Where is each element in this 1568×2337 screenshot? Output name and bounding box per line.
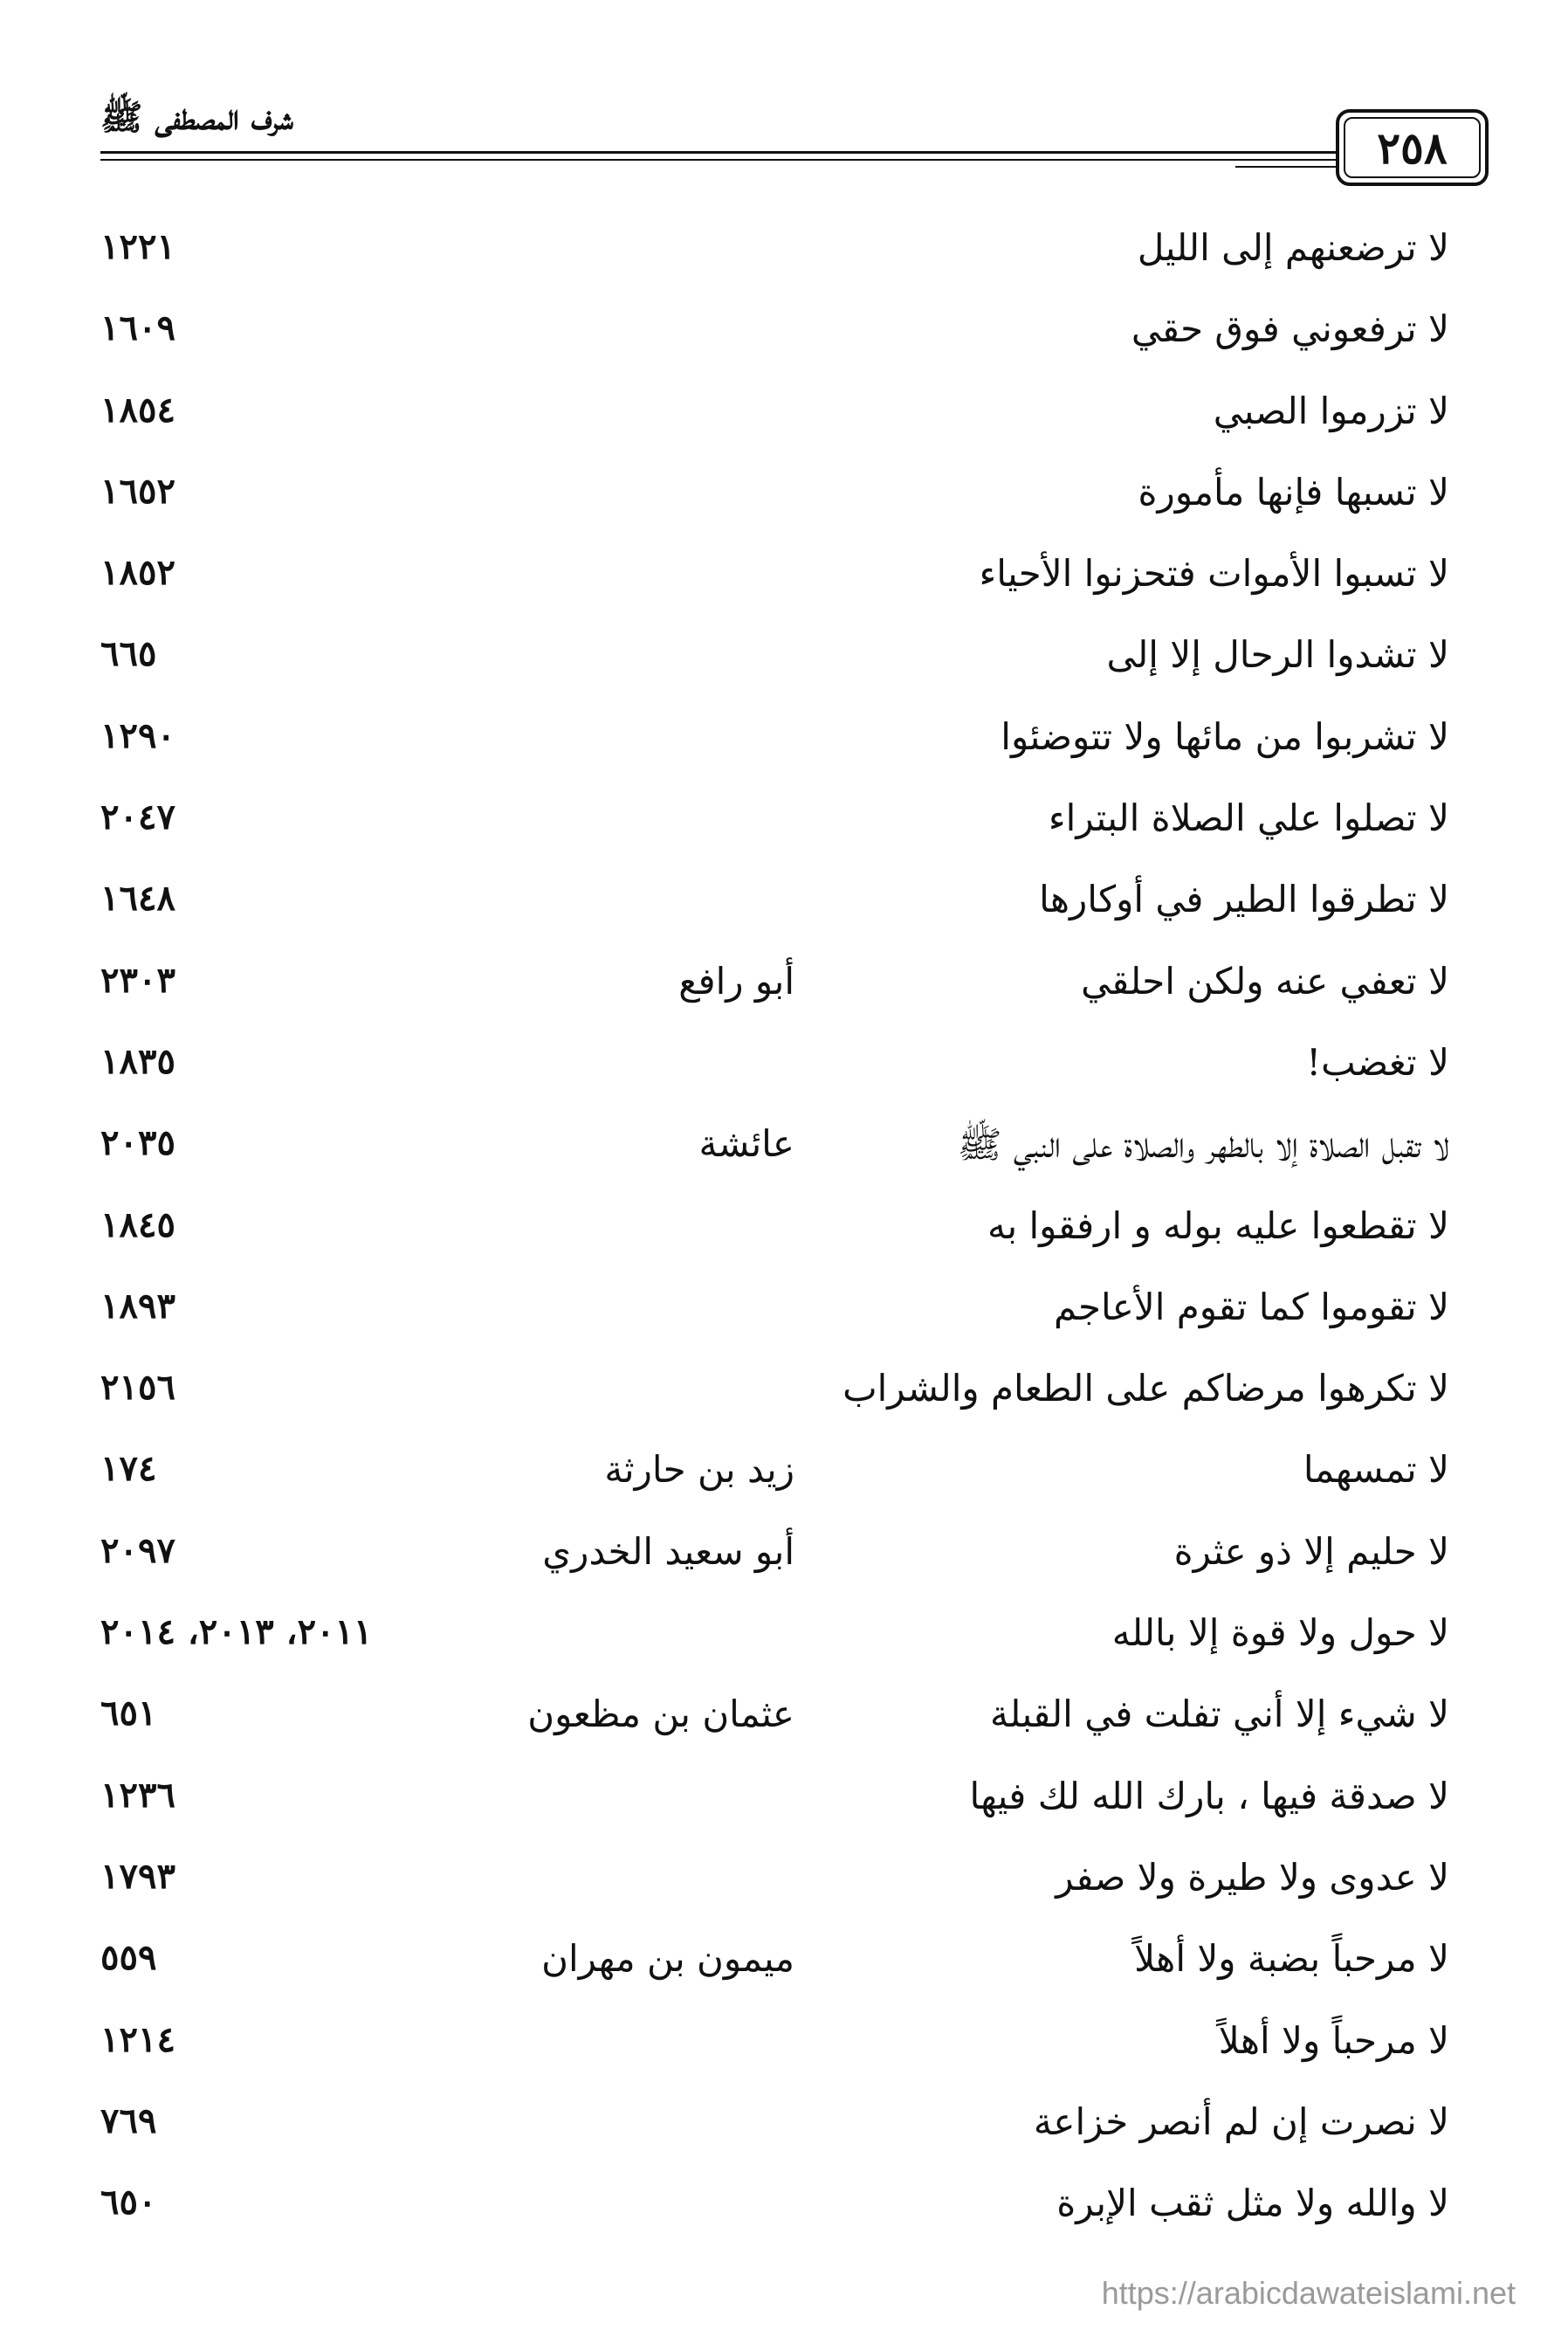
index-row [100, 1273, 1449, 1355]
index-row [100, 540, 1449, 621]
hadith-text: لا تزرموا الصبي [1213, 389, 1449, 432]
hadith-text: لا تمسهما [1303, 1448, 1449, 1492]
narrator-name: زيد بن حارثة [604, 1448, 794, 1492]
reference-number: ٦٥٠ [100, 2182, 157, 2223]
narrator-name: أبو سعيد الخدري [542, 1529, 794, 1573]
reference-number: ٥٥٩ [100, 1937, 157, 1979]
index-row [100, 865, 1449, 947]
hadith-text: لا تقبل الصلاة إلا بالطهر والصلاة على النبي ﷺ [957, 1123, 1449, 1167]
index-row [100, 621, 1449, 702]
reference-number: ١٧٤ [100, 1448, 157, 1490]
hadith-text: لا والله ولا مثل ثقب الإبرة [1056, 2182, 1449, 2225]
page-header [100, 96, 1449, 192]
reference-number: ١٨٣٥ [100, 1040, 175, 1082]
hadith-text: لا تقطعوا عليه بوله و ارفقوا به [987, 1203, 1449, 1247]
hadith-text: لا حول ولا قوة إلا بالله [1111, 1611, 1449, 1655]
hadith-text: لا ترضعنهم إلى الليل [1137, 226, 1449, 269]
reference-number: ١٨٩٣ [100, 1285, 175, 1327]
index-row [100, 1029, 1449, 1110]
hadith-text: لا تسبوا الأموات فتحزنوا الأحياء [979, 552, 1449, 596]
hadith-text: لا حليم إلا ذو عثرة [1173, 1529, 1449, 1573]
index-row [100, 1518, 1449, 1599]
index-row [100, 703, 1449, 784]
reference-number: ١٦٤٨ [100, 878, 175, 920]
hadith-text: لا تقوموا كما تقوم الأعاجم [1054, 1285, 1449, 1328]
book-title: شرف المصطفى ﷺ [100, 97, 293, 138]
header-rule [100, 151, 1449, 154]
narrator-name: عثمان بن مظعون [527, 1692, 794, 1736]
reference-number: ١٢٩٠ [100, 714, 175, 756]
hadith-text: لا تسبها فإنها مأمورة [1138, 470, 1449, 514]
reference-number: ١٢١٤ [100, 2018, 175, 2060]
index-row [100, 2088, 1449, 2169]
hadith-text: لا تطرقوا الطير في أوكارها [1039, 878, 1449, 921]
reference-number: ٦٥١ [100, 1692, 157, 1734]
index-row [100, 948, 1449, 1029]
reference-number: ١٦٥٢ [100, 470, 175, 512]
hadith-text: لا عدوى ولا طيرة ولا صفر [1056, 1855, 1449, 1899]
reference-number: ٢٠١١، ٢٠١٣، ٢٠١٤ [100, 1611, 373, 1653]
reference-number: ١٨٥٤ [100, 389, 175, 431]
index-row [100, 458, 1449, 540]
hadith-text: لا تعفي عنه ولكن احلقي [1081, 959, 1449, 1003]
index-row [100, 784, 1449, 865]
index-row [100, 1110, 1449, 1191]
reference-number: ١٨٥٢ [100, 552, 175, 594]
hadith-text: لا شيء إلا أني تفلت في القبلة [990, 1692, 1449, 1736]
reference-number: ٢٠٩٧ [100, 1529, 175, 1571]
header-rule [100, 159, 1449, 161]
hadith-text: لا تكرهوا مرضاكم على الطعام والشراب [842, 1367, 1449, 1410]
index-row [100, 1355, 1449, 1436]
index-row [100, 1192, 1449, 1273]
reference-number: ٧٦٩ [100, 2099, 157, 2141]
hadith-text: لا تصلوا علي الصلاة البتراء [1048, 796, 1449, 840]
index-row [100, 1925, 1449, 2006]
hadith-text: لا تغضب! [1306, 1040, 1449, 1084]
index-row [100, 2169, 1449, 2251]
reference-number: ١٢٢١ [100, 226, 175, 267]
index-row [100, 1599, 1449, 1680]
reference-number: ٢٣٠٣ [100, 959, 175, 1001]
reference-number: ١٧٩٣ [100, 1855, 175, 1897]
reference-number: ٢٠٣٥ [100, 1122, 175, 1164]
hadith-text: لا مرحباً بضبة ولا أهلاً [1134, 1937, 1449, 1981]
narrator-name: عائشة [698, 1122, 794, 1166]
index-row [100, 1844, 1449, 1925]
page-number: ٢٥٨ [1377, 121, 1448, 174]
index-row [100, 377, 1449, 458]
hadith-text: لا ترفعوني فوق حقي [1131, 307, 1449, 351]
index-row [100, 1762, 1449, 1844]
reference-number: ١٢٣٦ [100, 1774, 175, 1816]
index-row [100, 1436, 1449, 1517]
reference-number: ٢٠٤٧ [100, 796, 175, 838]
watermark-url: https://arabicdawateislami.net [1101, 2275, 1516, 2311]
hadith-text: لا صدقة فيها ، بارك الله لك فيها [969, 1774, 1449, 1817]
hadith-text: لا نصرت إن لم أنصر خزاعة [1033, 2099, 1449, 2143]
reference-number: ١٦٠٩ [100, 307, 175, 349]
index-row [100, 214, 1449, 295]
hadith-text: لا تشربوا من مائها ولا تتوضئوا [1001, 714, 1449, 758]
hadith-text: لا تشدوا الرحال إلا إلى [1106, 633, 1449, 677]
reference-number: ١٨٤٥ [100, 1203, 175, 1245]
hadith-index-list [100, 214, 1449, 2251]
index-row [100, 1680, 1449, 1761]
narrator-name: ميمون بن مهران [541, 1937, 794, 1981]
reference-number: ٢١٥٦ [100, 1367, 175, 1409]
index-row [100, 295, 1449, 376]
narrator-name: أبو رافع [678, 959, 794, 1003]
reference-number: ٦٦٥ [100, 633, 157, 675]
hadith-text: لا مرحباً ولا أهلاً [1218, 2018, 1449, 2062]
page-number-box [1336, 109, 1489, 186]
index-row [100, 2007, 1449, 2088]
